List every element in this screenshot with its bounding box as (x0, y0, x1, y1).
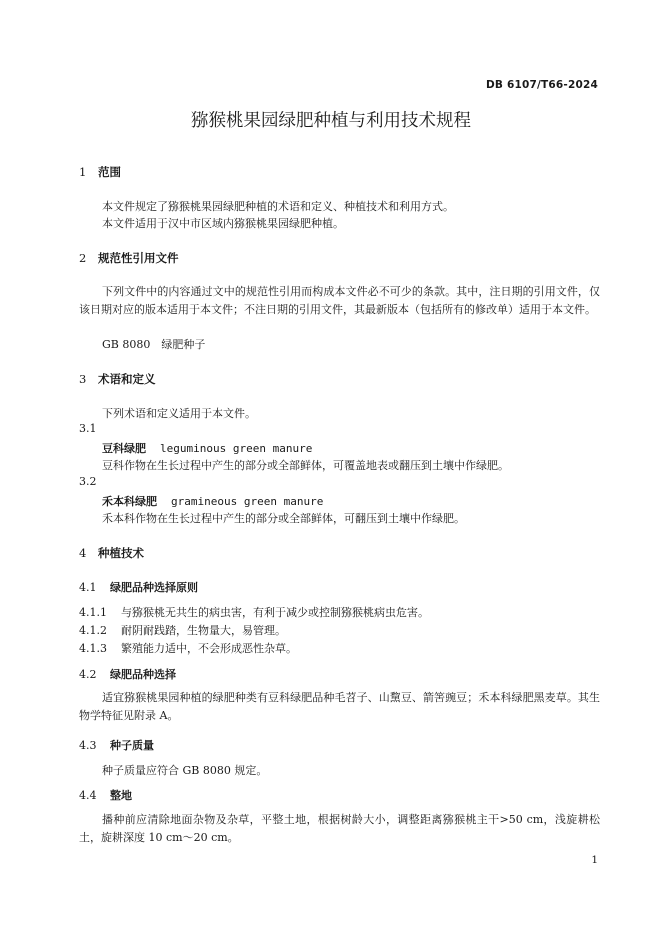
subsection-title: 整地 (110, 789, 132, 802)
normative-reference: GB 8080 绿肥种子 (102, 338, 206, 351)
subsection-4-4-heading (79, 787, 132, 803)
section-number: 1 (79, 165, 87, 179)
paragraph: 下列文件中的内容通过文中的规范性引用而构成本文件必不可少的条款。其中，注日期的引用文件，仅该日期对应的版本适用于本文件；不注日期的引用文件，其最新版本（包括所有的修改单）适用于本文件。 (79, 285, 600, 316)
term-definition: 豆科作物在生长过程中产生的部分或全部鲜体，可覆盖地表或翻压到土壤中作绿肥。 (102, 459, 509, 472)
term-number: 3.2 (79, 475, 97, 488)
section-1-heading (79, 164, 121, 180)
paragraph: 种子质量应符合 GB 8080 规定。 (102, 764, 268, 777)
item-number: 4.1.3 (79, 642, 107, 655)
term-en: gramineous green manure (171, 495, 324, 508)
subsection-number: 4.4 (79, 789, 97, 802)
subsection-title: 种子质量 (110, 739, 154, 752)
page-number: 1 (591, 854, 598, 866)
section-4-heading (79, 545, 144, 561)
section-number: 2 (79, 251, 87, 265)
paragraph: 播种前应清除地面杂物及杂草，平整土地，根据树龄大小，调整距离猕猴桃主干>50 cm，浅旋耕松土，旋耕深度 10 cm～20 cm。 (79, 813, 600, 844)
section-title: 规范性引用文件 (98, 251, 179, 265)
item-text: 繁殖能力适中，不会形成恶性杂草。 (121, 642, 297, 655)
list-item (79, 604, 429, 621)
paragraph: 本文件规定了猕猴桃果园绿肥种植的术语和定义、种植技术和利用方式。 (102, 200, 454, 213)
section-title: 种植技术 (98, 546, 144, 560)
paragraph: 适宜猕猴桃果园种植的绿肥种类有豆科绿肥品种毛苕子、山黧豆、箭筈豌豆；禾本科绿肥黑麦草。其生物学特征见附录 A。 (79, 691, 600, 722)
list-item (79, 622, 286, 639)
item-number: 4.1.1 (79, 606, 107, 619)
subsection-title: 绿肥品种选择原则 (110, 581, 198, 594)
paragraph: 本文件适用于汉中市区域内猕猴桃果园绿肥种植。 (102, 217, 344, 230)
section-number: 4 (79, 546, 87, 560)
subsection-title: 绿肥品种选择 (110, 668, 176, 681)
term-definition: 禾本科作物在生长过程中产生的部分或全部鲜体，可翻压到土壤中作绿肥。 (102, 512, 465, 525)
term-zh: 豆科绿肥 (102, 442, 146, 455)
item-number: 4.1.2 (79, 624, 107, 637)
term-zh: 禾本科绿肥 (102, 495, 157, 508)
section-number: 3 (79, 372, 87, 386)
subsection-4-1-heading (79, 579, 198, 595)
list-item (79, 640, 297, 657)
subsection-4-2-heading (79, 666, 176, 682)
item-text: 与猕猴桃无共生的病虫害，有利于减少或控制猕猴桃病虫危害。 (121, 606, 429, 619)
subsection-number: 4.1 (79, 581, 97, 594)
section-title: 术语和定义 (98, 372, 156, 386)
item-text: 耐阴耐践踏，生物量大，易管理。 (121, 624, 286, 637)
term-number: 3.1 (79, 422, 97, 435)
section-title: 范围 (98, 165, 121, 179)
paragraph: 下列术语和定义适用于本文件。 (102, 407, 256, 420)
subsection-4-3-heading (79, 737, 154, 753)
standard-number: DB 6107/T66-2024 (486, 79, 598, 91)
subsection-number: 4.2 (79, 668, 97, 681)
term-entry (102, 493, 323, 509)
section-2-heading (79, 250, 179, 266)
section-3-heading (79, 371, 156, 387)
term-entry (102, 440, 312, 456)
subsection-number: 4.3 (79, 739, 97, 752)
document-title: 猕猴桃果园绿肥种植与利用技术规程 (191, 111, 471, 131)
term-en: leguminous green manure (160, 442, 313, 455)
